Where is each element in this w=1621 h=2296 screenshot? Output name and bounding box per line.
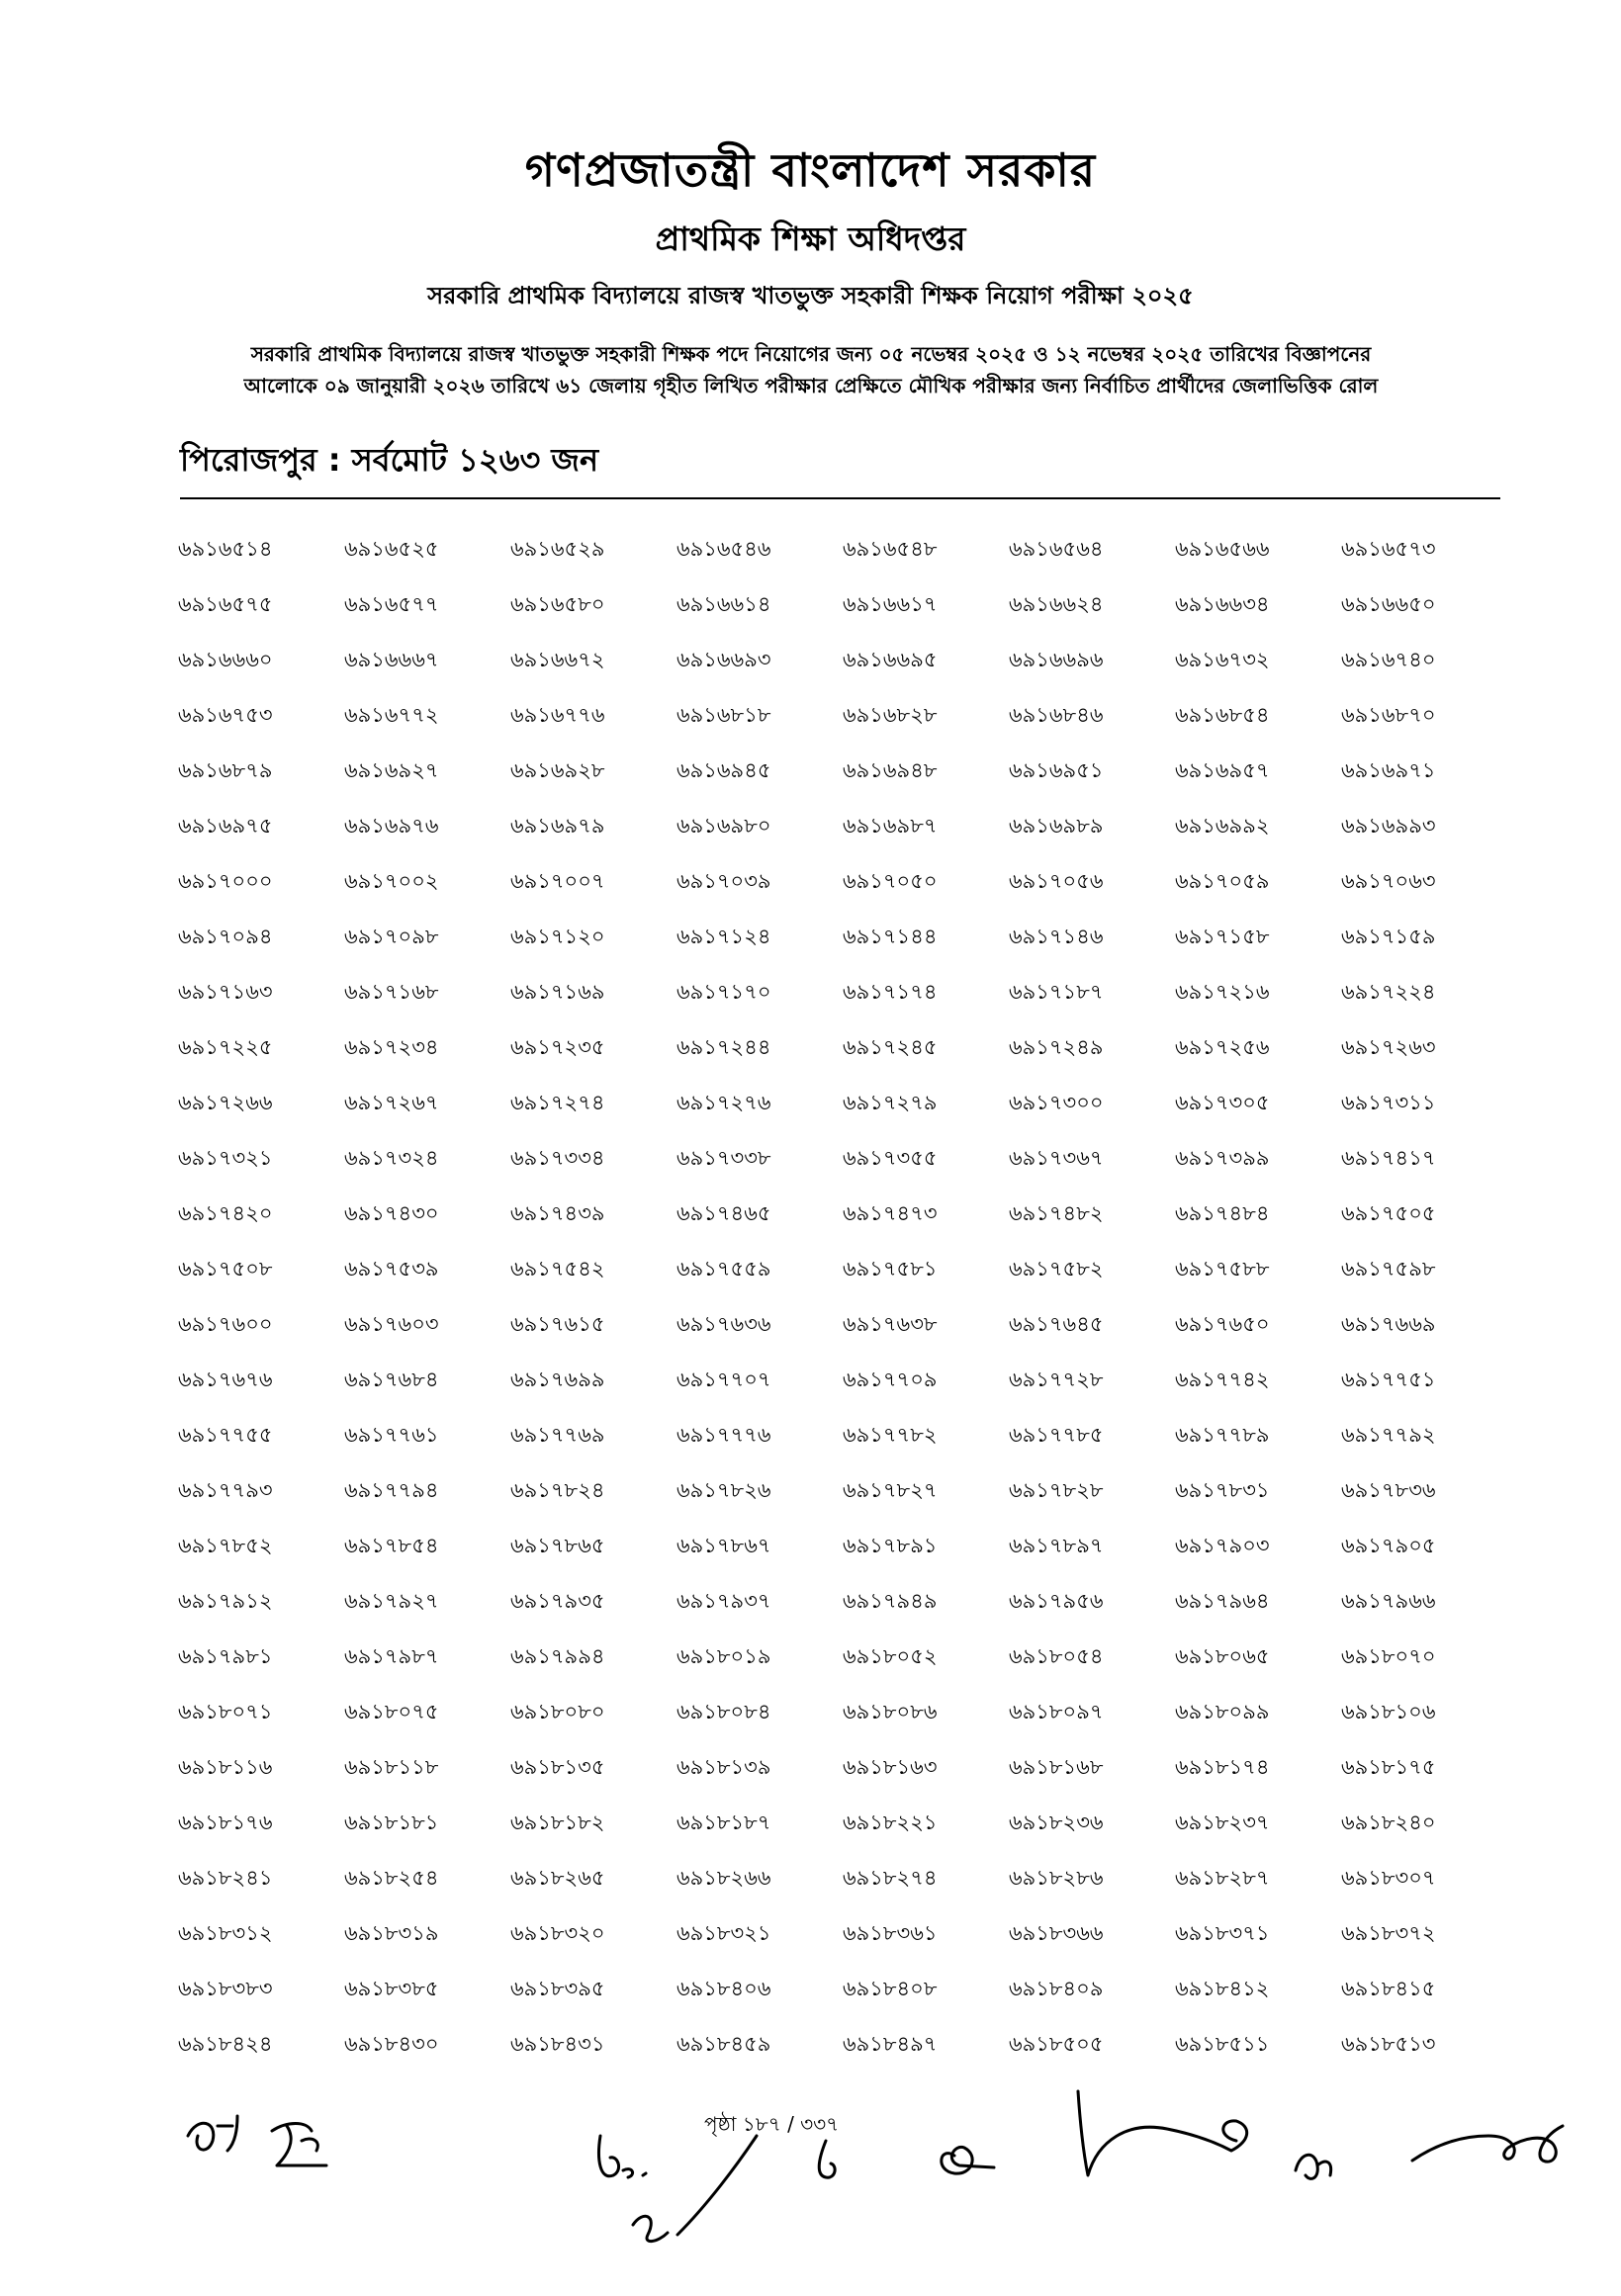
roll-number-cell: ৬৯১৭৫৩৯: [344, 1257, 439, 1280]
roll-number-cell: ৬৯১৭২৩৫: [510, 1035, 605, 1059]
roll-number-cell: ৬৯১৬৯৮০: [676, 814, 771, 838]
roll-number-cell: ৬৯১৭৪৩৯: [510, 1201, 605, 1225]
roll-number-cell: ৬৯১৬৫৪৬: [676, 537, 771, 561]
roll-number-cell: ৬৯১৭৬৮৪: [344, 1368, 439, 1391]
roll-number-cell: ৬৯১৬৮১৮: [676, 703, 771, 727]
roll-number-cell: ৬৯১৭৭৯২: [1341, 1423, 1436, 1447]
roll-number-cell: ৬৯১৮২২১: [843, 1810, 938, 1834]
roll-number-cell: ৬৯১৬৯৪৫: [676, 758, 771, 782]
roll-number-cell: ৬৯১৮০১৯: [676, 1644, 771, 1668]
roll-number-cell: ৬৯১৮৩১২: [178, 1921, 273, 1945]
roll-number-cell: ৬৯১৭২১৬: [1175, 980, 1270, 1004]
roll-number-cell: ৬৯১৬৭৭২: [344, 703, 439, 727]
roll-number-cell: ৬৯১৭২৩৪: [344, 1035, 439, 1059]
roll-number-cell: ৬৯১৬৯৮৯: [1009, 814, 1104, 838]
roll-number-cell: ৬৯১৬৯৫৭: [1175, 758, 1270, 782]
roll-number-cell: ৬৯১৭৬৫০: [1175, 1312, 1270, 1336]
roll-number-cell: ৬৯১৮৪৩০: [344, 2032, 439, 2056]
roll-number-cell: ৬৯১৮০৭১: [178, 1700, 273, 1723]
roll-number-cell: ৬৯১৮১৮২: [510, 1810, 605, 1834]
roll-number-cell: ৬৯১৬৯৫১: [1009, 758, 1104, 782]
roll-number-cell: ৬৯১৮০৫৪: [1009, 1644, 1104, 1668]
roll-number-cell: ৬৯১৮২৮৬: [1009, 1866, 1104, 1890]
roll-number-cell: ৬৯১৮১৭৫: [1341, 1755, 1436, 1779]
roll-number-cell: ৬৯১৭২২৫: [178, 1035, 273, 1059]
roll-number-cell: ৬৯১৭১৫৯: [1341, 925, 1436, 948]
roll-number-cell: ৬৯১৭১৬৮: [344, 980, 439, 1004]
roll-number-cell: ৬৯১৬৭৪০: [1341, 648, 1436, 671]
roll-number-cell: ৬৯১৮৫১৩: [1341, 2032, 1436, 2056]
roll-number-cell: ৬৯১৮৫১১: [1175, 2032, 1270, 2056]
roll-number-cell: ৬৯১৮৩৮৩: [178, 1977, 273, 2000]
roll-number-cell: ৬৯১৮২৭৪: [843, 1866, 938, 1890]
roll-number-cell: ৬৯১৮২৪১: [178, 1866, 273, 1890]
roll-number-cell: ৬৯১৮৩৬৬: [1009, 1921, 1104, 1945]
roll-number-cell: ৬৯১৬৬৩৪: [1175, 592, 1270, 616]
roll-number-cell: ৬৯১৮৪০৬: [676, 1977, 771, 2000]
roll-number-cell: ৬৯১৭৮৬৭: [676, 1534, 771, 1557]
signature-5: [1286, 2131, 1345, 2190]
roll-number-cell: ৬৯১৭১৪৪: [843, 925, 938, 948]
roll-number-cell: ৬৯১৭৮৬৫: [510, 1534, 605, 1557]
roll-number-cell: ৬৯১৭১৫৮: [1175, 925, 1270, 948]
roll-number-cell: ৬৯১৭৫০৫: [1341, 1201, 1436, 1225]
roll-number-cell: ৬৯১৮৪০৯: [1009, 1977, 1104, 2000]
district-heading: পিরোজপুর : সর্বমোট ১২৬৩ জন: [180, 441, 599, 479]
roll-number-cell: ৬৯১৭১২০: [510, 925, 605, 948]
roll-number-cell: ৬৯১৭৮৫৪: [344, 1534, 439, 1557]
roll-number-cell: ৬৯১৮৩২০: [510, 1921, 605, 1945]
roll-number-cell: ৬৯১৭১২৪: [676, 925, 771, 948]
roll-number-cell: ৬৯১৮৩৭১: [1175, 1921, 1270, 1945]
roll-number-cell: ৬৯১৭৪৩০: [344, 1201, 439, 1225]
government-title: গণপ্রজাতন্ত্রী বাংলাদেশ সরকার: [524, 143, 1097, 197]
roll-number-cell: ৬৯১৮৪৫৯: [676, 2032, 771, 2056]
roll-number-cell: ৬৯১৭৮৯৭: [1009, 1534, 1104, 1557]
roll-number-cell: ৬৯১৮২৪০: [1341, 1810, 1436, 1834]
roll-number-cell: ৬৯১৮১৬৩: [843, 1755, 938, 1779]
roll-number-cell: ৬৯১৮০৮০: [510, 1700, 605, 1723]
roll-number-cell: ৬৯১৬৯৭৬: [344, 814, 439, 838]
heading-divider: [180, 497, 1500, 499]
roll-number-cell: ৬৯১৬৬৫০: [1341, 592, 1436, 616]
roll-number-cell: ৬৯১৭৪১৭: [1341, 1146, 1436, 1170]
roll-number-cell: ৬৯১৮১৭৬: [178, 1810, 273, 1834]
roll-number-cell: ৬৯১৮১১৬: [178, 1755, 273, 1779]
roll-number-cell: ৬৯১৮৪৯৭: [843, 2032, 938, 2056]
roll-number-cell: ৬৯১৮০৮৬: [843, 1700, 938, 1723]
roll-number-cell: ৬৯১৮১৭৪: [1175, 1755, 1270, 1779]
roll-number-cell: ৬৯১৬৬৭২: [510, 648, 605, 671]
roll-number-cell: ৬৯১৬৫২৯: [510, 537, 605, 561]
roll-number-cell: ৬৯১৭৯৮১: [178, 1644, 273, 1668]
roll-number-cell: ৬৯১৭৩২৪: [344, 1146, 439, 1170]
roll-number-cell: ৬৯১৭৩১১: [1341, 1091, 1436, 1114]
roll-number-cell: ৬৯১৬৬১৭: [843, 592, 938, 616]
roll-number-cell: ৬৯১৭৬১৫: [510, 1312, 605, 1336]
roll-number-cell: ৬৯১৭৮২৭: [843, 1478, 938, 1502]
roll-number-cell: ৬৯১৮৪১২: [1175, 1977, 1270, 2000]
roll-number-cell: ৬৯১৬৭৩২: [1175, 648, 1270, 671]
roll-number-cell: ৬৯১৭৬৯৯: [510, 1368, 605, 1391]
roll-number-cell: ৬৯১৬৬৬০: [178, 648, 273, 671]
notice-line-1: সরকারি প্রাথমিক বিদ্যালয়ে রাজস্ব খাতভুক্ত সহকারী শিক্ষক পদে নিয়োগের জন্য ০৫ নভেম্বর ২০২৫ ও ১২ নভেম্বর ২০২৫ তারিখের বিজ্ঞাপনের: [250, 342, 1372, 366]
roll-number-cell: ৬৯১৭৯১২: [178, 1589, 273, 1613]
roll-number-cell: ৬৯১৬৯৪৮: [843, 758, 938, 782]
roll-number-cell: ৬৯১৭৫৮৮: [1175, 1257, 1270, 1280]
roll-number-cell: ৬৯১৭০৫০: [843, 869, 938, 893]
roll-number-cell: ৬৯১৬৯৯২: [1175, 814, 1270, 838]
roll-number-cell: ৬৯১৭৫৮১: [843, 1257, 938, 1280]
notice-line-2: আলোকে ০৯ জানুয়ারী ২০২৬ তারিখে ৬১ জেলায় গৃহীত লিখিত পরীক্ষার প্রেক্ষিতে মৌখিক পরীক্ষার জন্য নির্বাচিত প্রার্থীদের জেলাভিত্তিক রোল: [243, 374, 1379, 397]
roll-number-cell: ৬৯১৭২৪৫: [843, 1035, 938, 1059]
roll-number-cell: ৬৯১৮২৩৭: [1175, 1810, 1270, 1834]
roll-number-cell: ৬৯১৭১৭০: [676, 980, 771, 1004]
roll-number-cell: ৬৯১৭৭০৭: [676, 1368, 771, 1391]
roll-number-cell: ৬৯১৭৪৭৩: [843, 1201, 938, 1225]
roll-number-cell: ৬৯১৭৯৪৯: [843, 1589, 938, 1613]
roll-number-cell: ৬৯১৭৯৩৭: [676, 1589, 771, 1613]
signature-2: [588, 2116, 895, 2264]
roll-number-cell: ৬৯১৬৮৭৯: [178, 758, 273, 782]
roll-number-cell: ৬৯১৭৭৬৯: [510, 1423, 605, 1447]
roll-number-cell: ৬৯১৬৫৬৪: [1009, 537, 1104, 561]
roll-number-cell: ৬৯১৭৩৩৪: [510, 1146, 605, 1170]
roll-number-cell: ৬৯১৭০৫৯: [1175, 869, 1270, 893]
roll-number-cell: ৬৯১৭৮৩৬: [1341, 1478, 1436, 1502]
signature-6: [1404, 2106, 1582, 2185]
roll-number-cell: ৬৯১৭৭৮৫: [1009, 1423, 1104, 1447]
roll-number-cell: ৬৯১৭৩৩৮: [676, 1146, 771, 1170]
roll-number-cell: ৬৯১৬৬৯৫: [843, 648, 938, 671]
roll-number-cell: ৬৯১৭৬৩৮: [843, 1312, 938, 1336]
roll-number-cell: ৬৯১৬৫৮০: [510, 592, 605, 616]
roll-number-cell: ৬৯১৮০৭৫: [344, 1700, 439, 1723]
roll-number-cell: ৬৯১৬৭৫৩: [178, 703, 273, 727]
roll-number-cell: ৬৯১৭৯৩৫: [510, 1589, 605, 1613]
roll-number-cell: ৬৯১৭১৮৭: [1009, 980, 1104, 1004]
roll-number-cell: ৬৯১৭৭২৮: [1009, 1368, 1104, 1391]
roll-number-cell: ৬৯১৮২৬৫: [510, 1866, 605, 1890]
roll-number-cell: ৬৯১৭০৬৩: [1341, 869, 1436, 893]
roll-number-cell: ৬৯১৮২৫৪: [344, 1866, 439, 1890]
roll-number-cell: ৬৯১৭৭৮২: [843, 1423, 938, 1447]
roll-number-cell: ৬৯১৭০৫৬: [1009, 869, 1104, 893]
roll-number-cell: ৬৯১৭৯২৭: [344, 1589, 439, 1613]
roll-number-cell: ৬৯১৮৩০৭: [1341, 1866, 1436, 1890]
roll-number-cell: ৬৯১৬৬৯৩: [676, 648, 771, 671]
roll-number-cell: ৬৯১৭৯৮৭: [344, 1644, 439, 1668]
roll-number-cell: ৬৯১৮১৬৮: [1009, 1755, 1104, 1779]
roll-number-cell: ৬৯১৭৯০৩: [1175, 1534, 1270, 1557]
roll-number-cell: ৬৯১৮৩২১: [676, 1921, 771, 1945]
roll-number-cell: ৬৯১৭৭৯৩: [178, 1478, 273, 1502]
roll-number-grid: [178, 534, 1523, 2084]
roll-number-cell: ৬৯১৭০৯৮: [344, 925, 439, 948]
roll-number-cell: ৬৯১৬৯৭৯: [510, 814, 605, 838]
roll-number-cell: ৬৯১৬৮৪৬: [1009, 703, 1104, 727]
roll-number-cell: ৬৯১৭৪৬৫: [676, 1201, 771, 1225]
roll-number-cell: ৬৯১৭৫৮২: [1009, 1257, 1104, 1280]
roll-number-cell: ৬৯১৭১৬৯: [510, 980, 605, 1004]
roll-number-cell: ৬৯১৭৪৮৪: [1175, 1201, 1270, 1225]
roll-number-cell: ৬৯১৭৬০৩: [344, 1312, 439, 1336]
roll-number-cell: ৬৯১৭১৪৬: [1009, 925, 1104, 948]
roll-number-cell: ৬৯১৭৭৯৪: [344, 1478, 439, 1502]
roll-number-cell: ৬৯১৭৫৫৯: [676, 1257, 771, 1280]
roll-number-cell: ৬৯১৭২২৪: [1341, 980, 1436, 1004]
roll-number-cell: ৬৯১৭০০৭: [510, 869, 605, 893]
roll-number-cell: ৬৯১৭৭৭৬: [676, 1423, 771, 1447]
roll-number-cell: ৬৯১৮৪২৪: [178, 2032, 273, 2056]
roll-number-cell: ৬৯১৭৩৯৯: [1175, 1146, 1270, 1170]
roll-number-cell: ৬৯১৭৭৮৯: [1175, 1423, 1270, 1447]
roll-number-cell: ৬৯১৭২৬৩: [1341, 1035, 1436, 1059]
roll-number-cell: ৬৯১৭৬৪৫: [1009, 1312, 1104, 1336]
roll-number-cell: ৬৯১৭৩০৫: [1175, 1091, 1270, 1114]
roll-number-cell: ৬৯১৭৪২০: [178, 1201, 273, 1225]
roll-number-cell: ৬৯১৮৫০৫: [1009, 2032, 1104, 2056]
roll-number-cell: ৬৯১৮২৬৬: [676, 1866, 771, 1890]
roll-number-cell: ৬৯১৮১৮৭: [676, 1810, 771, 1834]
roll-number-cell: ৬৯১৭৯০৫: [1341, 1534, 1436, 1557]
roll-number-cell: ৬৯১৮৩৬১: [843, 1921, 938, 1945]
signature-4: [1068, 2081, 1266, 2190]
roll-number-cell: ৬৯১৬৮৭০: [1341, 703, 1436, 727]
roll-number-cell: ৬৯১৭০৯৪: [178, 925, 273, 948]
roll-number-cell: ৬৯১৭৩৬৭: [1009, 1146, 1104, 1170]
roll-number-cell: ৬৯১৭২৬৬: [178, 1091, 273, 1114]
department-title: প্রাথমিক শিক্ষা অধিদপ্তর: [655, 220, 966, 258]
roll-number-cell: ৬৯১৮২৮৭: [1175, 1866, 1270, 1890]
roll-number-cell: ৬৯১৬৬২৪: [1009, 592, 1104, 616]
roll-number-cell: ৬৯১৮০৮৪: [676, 1700, 771, 1723]
roll-number-cell: ৬৯১৬৫২৫: [344, 537, 439, 561]
exam-title: সরকারি প্রাথমিক বিদ্যালয়ে রাজস্ব খাতভুক্ত সহকারী শিক্ষক নিয়োগ পরীক্ষা ২০২৫: [427, 282, 1194, 309]
roll-number-cell: ৬৯১৬৫৭৭: [344, 592, 439, 616]
roll-number-cell: ৬৯১৬৯৮৭: [843, 814, 938, 838]
roll-number-cell: ৬৯১৮৩৯৫: [510, 1977, 605, 2000]
roll-number-cell: ৬৯১৮০৫২: [843, 1644, 938, 1668]
roll-number-cell: ৬৯১৭২৪৪: [676, 1035, 771, 1059]
roll-number-cell: ৬৯১৭৬০০: [178, 1312, 273, 1336]
roll-number-cell: ৬৯১৮৪৩১: [510, 2032, 605, 2056]
roll-number-cell: ৬৯১৮১১৮: [344, 1755, 439, 1779]
roll-number-cell: ৬৯১৭৭৫১: [1341, 1368, 1436, 1391]
roll-number-cell: ৬৯১৭৫০৮: [178, 1257, 273, 1280]
roll-number-cell: ৬৯১৬৭৭৬: [510, 703, 605, 727]
roll-number-cell: ৬৯১৭২৪৯: [1009, 1035, 1104, 1059]
roll-number-cell: ৬৯১৮২৩৬: [1009, 1810, 1104, 1834]
roll-number-cell: ৬৯১৮১৮১: [344, 1810, 439, 1834]
roll-number-cell: ৬৯১৬৫৭৫: [178, 592, 273, 616]
roll-number-cell: ৬৯১৭২৭৯: [843, 1091, 938, 1114]
roll-number-cell: ৬৯১৭৭৫৫: [178, 1423, 273, 1447]
roll-number-cell: ৬৯১৬৬৯৬: [1009, 648, 1104, 671]
notice-text: [148, 338, 1474, 401]
roll-number-cell: ৬৯১৮০৯৯: [1175, 1700, 1270, 1723]
roll-number-cell: ৬৯১৬৫৭৩: [1341, 537, 1436, 561]
roll-number-cell: ৬৯১৭৬৬৯: [1341, 1312, 1436, 1336]
roll-number-cell: ৬৯১৭৮২৮: [1009, 1478, 1104, 1502]
roll-number-cell: ৬৯১৭৩০০: [1009, 1091, 1104, 1114]
roll-number-cell: ৬৯১৭৯৬৬: [1341, 1589, 1436, 1613]
roll-number-cell: ৬৯১৬৯৭৫: [178, 814, 273, 838]
roll-number-cell: ৬৯১৮৪১৫: [1341, 1977, 1436, 2000]
roll-number-cell: ৬৯১৭৯৫৬: [1009, 1589, 1104, 1613]
roll-number-cell: ৬৯১৮৩৮৫: [344, 1977, 439, 2000]
roll-number-cell: ৬৯১৭৭৪২: [1175, 1368, 1270, 1391]
roll-number-cell: ৬৯১৭৩৫৫: [843, 1146, 938, 1170]
roll-number-cell: ৬৯১৭২৬৭: [344, 1091, 439, 1114]
roll-number-cell: ৬৯১৭৮২৪: [510, 1478, 605, 1502]
roll-number-cell: ৬৯১৭৭৬১: [344, 1423, 439, 1447]
roll-number-cell: ৬৯১৭৭০৯: [843, 1368, 938, 1391]
roll-number-cell: ৬৯১৭৫৯৮: [1341, 1257, 1436, 1280]
roll-number-cell: ৬৯১৬৯৯৩: [1341, 814, 1436, 838]
roll-number-cell: ৬৯১৮৪০৮: [843, 1977, 938, 2000]
roll-number-cell: ৬৯১৬৯৭১: [1341, 758, 1436, 782]
roll-number-cell: ৬৯১৬৬৬৭: [344, 648, 439, 671]
roll-number-cell: ৬৯১৬৬১৪: [676, 592, 771, 616]
roll-number-cell: ৬৯১৭৯৯৪: [510, 1644, 605, 1668]
roll-number-cell: ৬৯১৭৬৭৬: [178, 1368, 273, 1391]
roll-number-cell: ৬৯১৭০০২: [344, 869, 439, 893]
roll-number-cell: ৬৯১৭৩২১: [178, 1146, 273, 1170]
roll-number-cell: ৬৯১৭২৭৬: [676, 1091, 771, 1114]
roll-number-cell: ৬৯১৭১৭৪: [843, 980, 938, 1004]
roll-number-cell: ৬৯১৬৫৬৬: [1175, 537, 1270, 561]
roll-number-cell: ৬৯১৭০০০: [178, 869, 273, 893]
page-number: পৃষ্ঠা ১৮৭ / ৩৩৭: [704, 2112, 840, 2136]
roll-number-cell: ৬৯১৭৯৬৪: [1175, 1589, 1270, 1613]
roll-number-cell: ৬৯১৭০৩৯: [676, 869, 771, 893]
signature-3: [925, 2116, 1043, 2195]
roll-number-cell: ৬৯১৭১৬৩: [178, 980, 273, 1004]
roll-number-cell: ৬৯১৬৫১৪: [178, 537, 273, 561]
roll-number-cell: ৬৯১৭৬৩৬: [676, 1312, 771, 1336]
roll-number-cell: ৬৯১৭৮২৬: [676, 1478, 771, 1502]
roll-number-cell: ৬৯১৬৫৪৮: [843, 537, 938, 561]
roll-number-cell: ৬৯১৬৯২৭: [344, 758, 439, 782]
roll-number-cell: ৬৯১৮১৩৯: [676, 1755, 771, 1779]
roll-number-cell: ৬৯১৬৮৫৪: [1175, 703, 1270, 727]
roll-number-cell: ৬৯১৮৩১৯: [344, 1921, 439, 1945]
roll-number-cell: ৬৯১৮০৬৫: [1175, 1644, 1270, 1668]
signature-1: [178, 2096, 356, 2185]
roll-number-cell: ৬৯১৭২৭৪: [510, 1091, 605, 1114]
roll-number-cell: ৬৯১৮০৭০: [1341, 1644, 1436, 1668]
roll-number-cell: ৬৯১৮১০৬: [1341, 1700, 1436, 1723]
roll-number-cell: ৬৯১৭৮৯১: [843, 1534, 938, 1557]
roll-number-cell: ৬৯১৬৯২৮: [510, 758, 605, 782]
roll-number-cell: ৬৯১৮১৩৫: [510, 1755, 605, 1779]
roll-number-cell: ৬৯১৭৮৫২: [178, 1534, 273, 1557]
roll-number-cell: ৬৯১৭৫৪২: [510, 1257, 605, 1280]
roll-number-cell: ৬৯১৬৮২৮: [843, 703, 938, 727]
roll-number-cell: ৬৯১৮৩৭২: [1341, 1921, 1436, 1945]
roll-number-cell: ৬৯১৮০৯৭: [1009, 1700, 1104, 1723]
roll-number-cell: ৬৯১৭৪৮২: [1009, 1201, 1104, 1225]
roll-number-cell: ৬৯১৭৮৩১: [1175, 1478, 1270, 1502]
roll-number-cell: ৬৯১৭২৫৬: [1175, 1035, 1270, 1059]
